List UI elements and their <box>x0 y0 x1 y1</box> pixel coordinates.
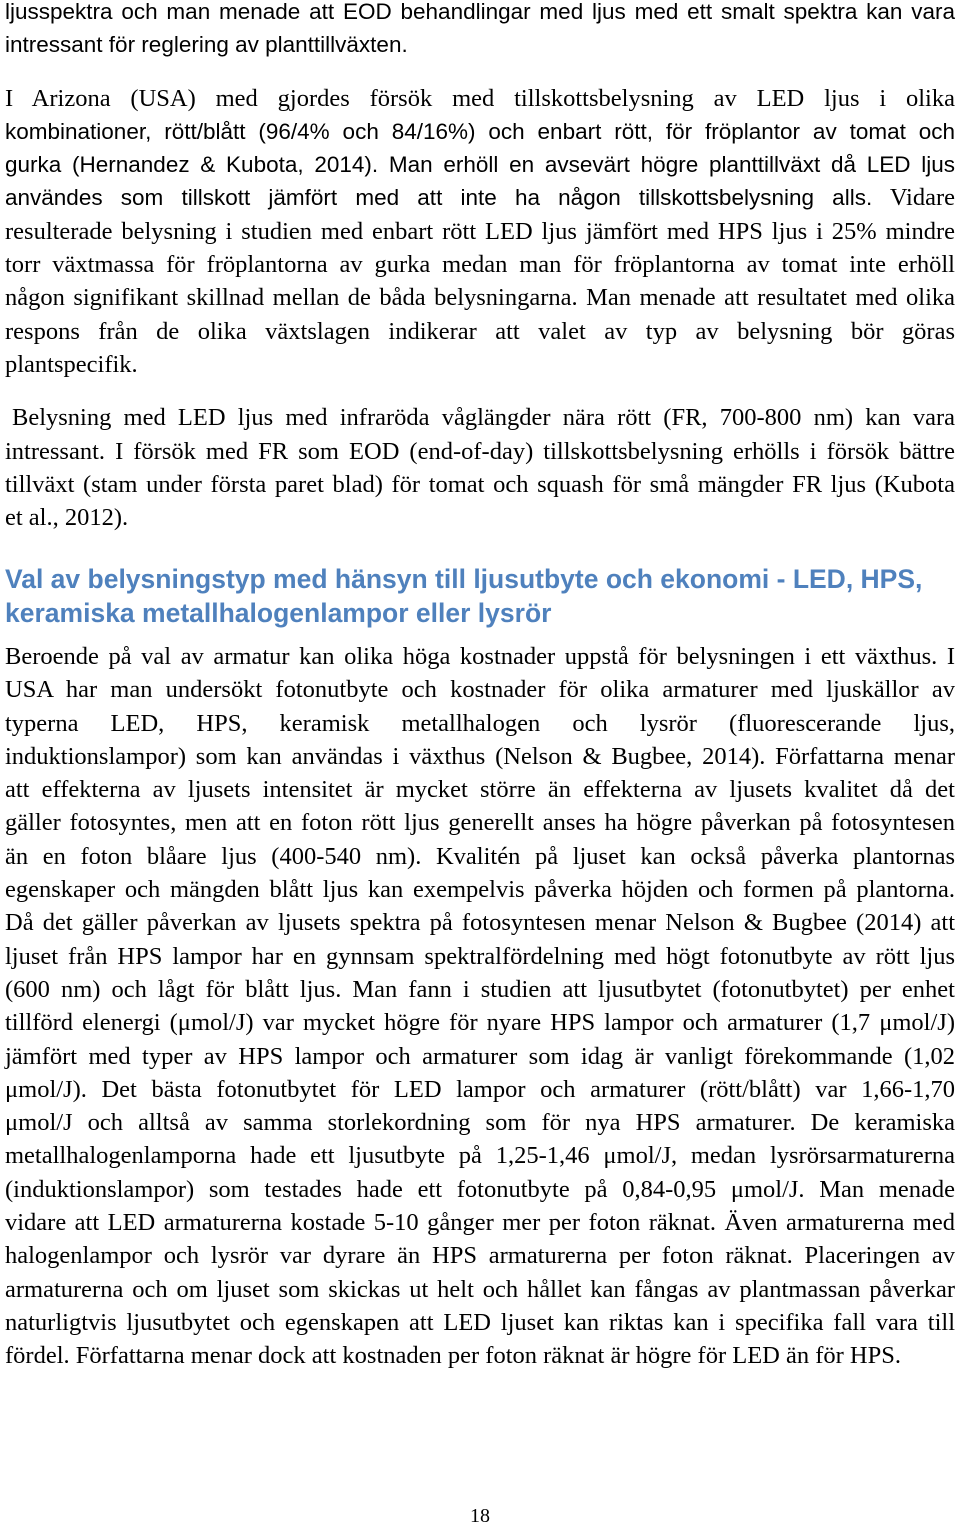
text-line <box>5 181 955 214</box>
paragraph <box>5 640 955 1373</box>
text-line: Då det gäller påverkan av ljusets spektra på fotosyntesen menar Nelson & Bugbee (2014) att <box>5 909 955 937</box>
text-line: metallhalogenlamporna hade ett ljusutbyte på 1,25-1,46 μmol/J, medan lysrörsarmaturerna <box>5 1142 955 1170</box>
text-line: (600 nm) och lågt för blått ljus. Man fann i studien att ljusutbytet (fotonutbytet) per enhet <box>5 975 955 1003</box>
text-line: någon signifikant skillnad mellan de båda belysningarna. Man menade att resultatet med olika <box>5 284 955 312</box>
text-line: egenskaper och mängden blått ljus kan exempelvis påverka höjden och formen på plantorna. <box>5 876 955 904</box>
text-line: typerna LED, HPS, keramisk metallhalogen och lysrör (fluorescerande ljus, <box>5 709 955 737</box>
text-line: tillväxt (stam under första paret blad) för tomat och squash för små mängder FR ljus (Kubota <box>5 470 955 498</box>
text-line: (induktionslampor) som testades hade ett fotonutbyte på 0,84-0,95 μmol/J. Man menade <box>5 1175 955 1203</box>
text-line: resulterade belysning i studien med enbart rött LED ljus jämfört med HPS ljus i 25% mindre <box>5 217 955 245</box>
text-line: Belysning med LED ljus med infraröda våglängder nära rött (FR, 700-800 nm) kan vara <box>12 404 955 432</box>
paragraph <box>5 401 955 534</box>
text-line: vidare att LED armaturerna kostade 5-10 gånger mer per foton räknat. Även armaturerna med <box>5 1209 955 1236</box>
text-line: kombinationer, rött/blått (96/4% och 84/16%) och enbart rött, för fröplantor av tomat och <box>5 118 955 144</box>
text-line: respons från de olika växtslagen indikerar att valet av typ av belysning bör göras <box>5 317 955 345</box>
text-line: armaturerna och om ljuset som skickas ut helt och hållet kan fångas av plantmassan påverkar <box>5 1275 955 1303</box>
text-line: än en foton blåare ljus (400-540 nm). Kvalitén på ljuset kan också påverka plantornas <box>5 842 955 870</box>
text-line: Beroende på val av armatur kan olika höga kostnader uppstå för belysningen i ett växthus. I <box>5 642 955 670</box>
text-line: naturligtvis ljusutbytet och egenskapen att LED ljuset kan riktas kan i specifika fall vara till <box>5 1308 955 1336</box>
section-heading: Val av belysningstyp med hänsyn till ljusutbyte och ekonomi - LED, HPS, keramiska metallhalogenlampor eller lysrör <box>5 564 923 629</box>
text-line: et al., 2012). <box>5 504 129 532</box>
text-line: intressant. I försök med FR som EOD (end-of-day) tillskottsbelysning erhölls i försök bättre <box>5 437 955 465</box>
text-line: fördel. Författarna menar dock att kostnaden per foton räknat är högre för LED än för HPS. <box>5 1342 901 1370</box>
text-line: intressant för reglering av planttillväxten. <box>5 32 408 58</box>
text-line: μmol/J och alltså av samma storlekordning som för nya HPS armaturer. De keramiska <box>5 1109 955 1137</box>
paragraph <box>5 82 955 382</box>
text-line: ljusspektra och man menade att EOD behandlingar med ljus med ett smalt spektra kan vara <box>5 0 955 24</box>
text-line: USA har man undersökt fotonutbyte och kostnader för olika armaturer med ljuskällor av <box>5 676 955 704</box>
text-line: induktionslampor) som kan användas i växthus (Nelson & Bugbee, 2014). Författarna menar <box>5 742 955 770</box>
text-line: ljuset från HPS lampor har en gynnsam spektralfördelning med högt fotonutbyte av rött ljus <box>5 942 955 970</box>
text-line: torr växtmassa för fröplantorna av gurka medan man för fröplantorna av tomat inte erhöll <box>5 251 955 279</box>
text-line: I Arizona (USA) med gjordes försök med tillskottsbelysning av LED ljus i olika <box>5 84 955 112</box>
text-line: μmol/J). Det bästa fotonutbytet för LED lampor och armaturer (rött/blått) var 1,66-1,70 <box>5 1075 955 1103</box>
text-line: gurka (Hernandez & Kubota, 2014). Man erhöll en avsevärt högre planttillväxt då LED ljus <box>5 152 955 178</box>
text-line: jämfört med typer av HPS lampor och armaturer som idag är vanligt förekommande (1,02 <box>5 1042 955 1070</box>
text-line: plantspecifik. <box>5 350 138 378</box>
text-line: tillförd elenergi (μmol/J) var mycket högre för nyare HPS lampor och armaturer (1,7 μmol/J) <box>5 1009 955 1037</box>
text-run: användes som tillskott jämfört med att inte ha någon tillskottsbelysning alls. <box>5 185 873 211</box>
page-number: 18 <box>470 1505 490 1527</box>
text-line: gäller fotosyntes, men att en foton rött ljus generellt anses ha högre påverkan på fotosyntesen <box>5 809 955 837</box>
text-run: Vidare <box>889 184 956 212</box>
text-line: att effekterna av ljusets intensitet är mycket större än effekterna av ljusets kvalitet då det <box>5 776 955 804</box>
document-page <box>5 0 955 1392</box>
text-line: halogenlampor och lysrör var dyrare än HPS armaturerna per foton räknat. Placeringen av <box>5 1242 955 1270</box>
paragraph <box>5 0 955 62</box>
